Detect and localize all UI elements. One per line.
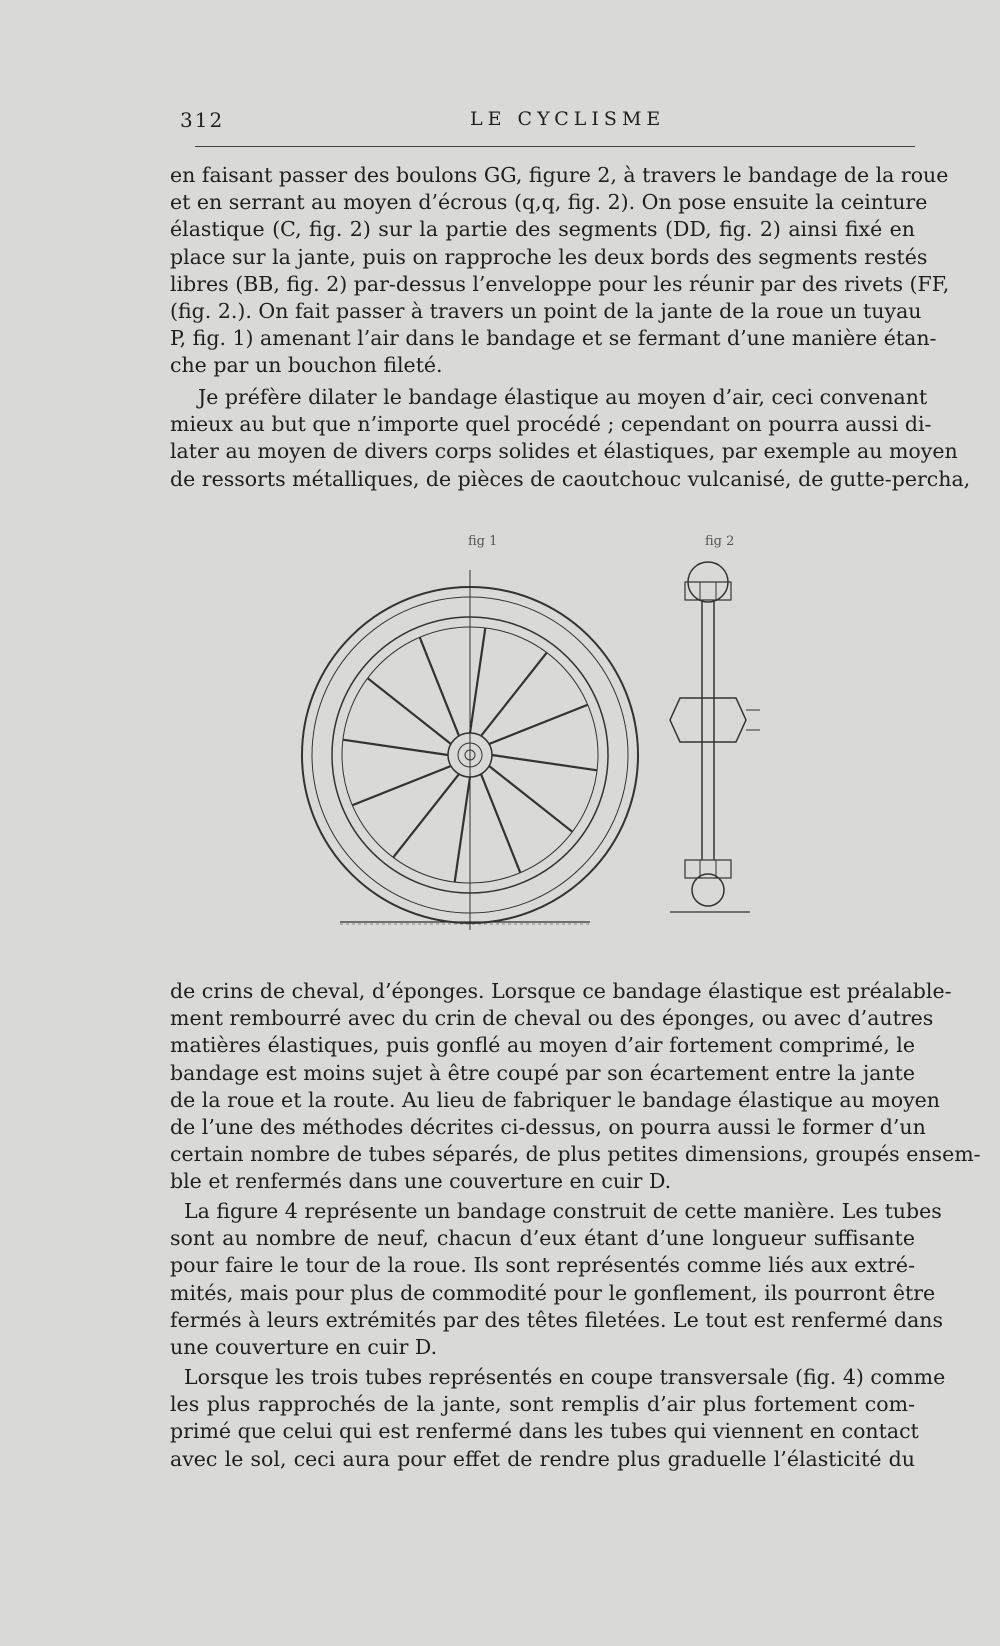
- text-line: avec le sol, ceci aura pour effet de rendre plus graduelle l’élasticité du: [170, 1446, 915, 1471]
- paragraph-2: [170, 384, 971, 493]
- text-line: che par un bouchon fileté.: [170, 353, 443, 378]
- text-line: mieux au but que n’importe quel procédé ; cependant on pourra aussi di-: [170, 412, 932, 437]
- text-line: later au moyen de divers corps solides et élastiques, par exemple au moyen: [170, 439, 958, 464]
- text-line: primé que celui qui est renfermé dans les tubes qui viennent en contact: [170, 1419, 919, 1444]
- text-line: de la roue et la route. Au lieu de fabriquer le bandage élastique au moyen: [170, 1087, 941, 1112]
- text-line: sont au nombre de neuf, chacun d’eux étant d’une longueur suffisante: [170, 1226, 915, 1251]
- header-rule: [195, 146, 915, 147]
- text-line: La figure 4 représente un bandage construit de cette manière. Les tubes: [184, 1199, 942, 1223]
- wheel-spoke: [420, 637, 459, 736]
- wheel-illustration: [300, 530, 800, 940]
- wheel-spoke: [470, 628, 485, 733]
- wheel-spoke: [481, 774, 520, 873]
- paragraph-3: [170, 978, 981, 1196]
- wheel-spoke: [368, 678, 451, 744]
- text-line: mités, mais pour plus de commodité pour le gonflement, ils pourront être: [170, 1280, 936, 1305]
- wheel-spoke: [489, 766, 572, 832]
- paragraph-1: [170, 162, 950, 380]
- fig2-label: fig 2: [705, 534, 735, 549]
- text-line: Lorsque les trois tubes représentés en coupe transversale (fig. 4) comme: [184, 1365, 946, 1389]
- text-line: ment rembourré avec du crin de cheval ou des éponges, ou avec d’autres: [170, 1006, 934, 1031]
- text-line: libres (BB, fig. 2) par-dessus l’enveloppe pour les réunir par des rivets (FF,: [170, 271, 950, 296]
- text-line: fermés à leurs extrémités par des têtes filetées. Le tout est renfermé dans: [170, 1307, 944, 1332]
- paragraph-4: [170, 1198, 944, 1361]
- text-line: P, fig. 1) amenant l’air dans le bandage et se fermant d’une manière étan-: [170, 326, 937, 351]
- text-line: place sur la jante, puis on rapproche les deux bords des segments restés: [170, 244, 928, 269]
- text-line: les plus rapprochés de la jante, sont remplis d’air plus fortement com-: [170, 1392, 915, 1417]
- text-line: en faisant passer des boulons GG, figure 2, à travers le bandage de la roue: [170, 163, 949, 187]
- text-line: de ressorts métalliques, de pièces de caoutchouc vulcanisé, de gutte-percha,: [170, 466, 971, 491]
- wheel-spoke: [481, 653, 547, 736]
- wheel-spoke: [489, 705, 588, 744]
- page-number: 312: [180, 108, 225, 132]
- text-line: (fig. 2.). On fait passer à travers un point de la jante de la roue un tuyau: [170, 299, 922, 324]
- fig2-cross-section: [670, 562, 760, 912]
- fig1-label: fig 1: [468, 534, 498, 549]
- text-line: Je préfère dilater le bandage élastique au moyen d’air, ceci convenant: [198, 385, 928, 409]
- wheel-spoke: [393, 774, 459, 857]
- wheel-spoke: [343, 740, 448, 755]
- fig1-wheel: [302, 570, 638, 930]
- text-line: de l’une des méthodes décrites ci-dessus, on pourra aussi le former d’un: [170, 1115, 926, 1140]
- text-line: ble et renfermés dans une couverture en cuir D.: [170, 1169, 672, 1194]
- paragraph-5: [170, 1364, 946, 1473]
- running-title: LE CYCLISME: [470, 108, 666, 130]
- text-line: certain nombre de tubes séparés, de plus petites dimensions, groupés ensem-: [170, 1142, 981, 1167]
- text-line: élastique (C, fig. 2) sur la partie des segments (DD, fig. 2) ainsi fixé en: [170, 217, 915, 242]
- wheel-drawing: [300, 530, 800, 940]
- text-line: matières élastiques, puis gonflé au moyen d’air fortement comprimé, le: [170, 1033, 915, 1058]
- wheel-spoke: [492, 755, 597, 770]
- text-line: de crins de cheval, d’éponges. Lorsque ce bandage élastique est préalable-: [170, 979, 952, 1003]
- text-line: et en serrant au moyen d’écrous (q,q, fig. 2). On pose ensuite la ceinture: [170, 190, 928, 215]
- text-line: bandage est moins sujet à être coupé par son écartement entre la jante: [170, 1060, 915, 1085]
- page-header: [180, 108, 920, 142]
- text-line: une couverture en cuir D.: [170, 1335, 438, 1360]
- wheel-spoke: [455, 777, 470, 882]
- text-line: pour faire le tour de la roue. Ils sont représentés comme liés aux extré-: [170, 1253, 915, 1278]
- wheel-spoke: [352, 766, 451, 805]
